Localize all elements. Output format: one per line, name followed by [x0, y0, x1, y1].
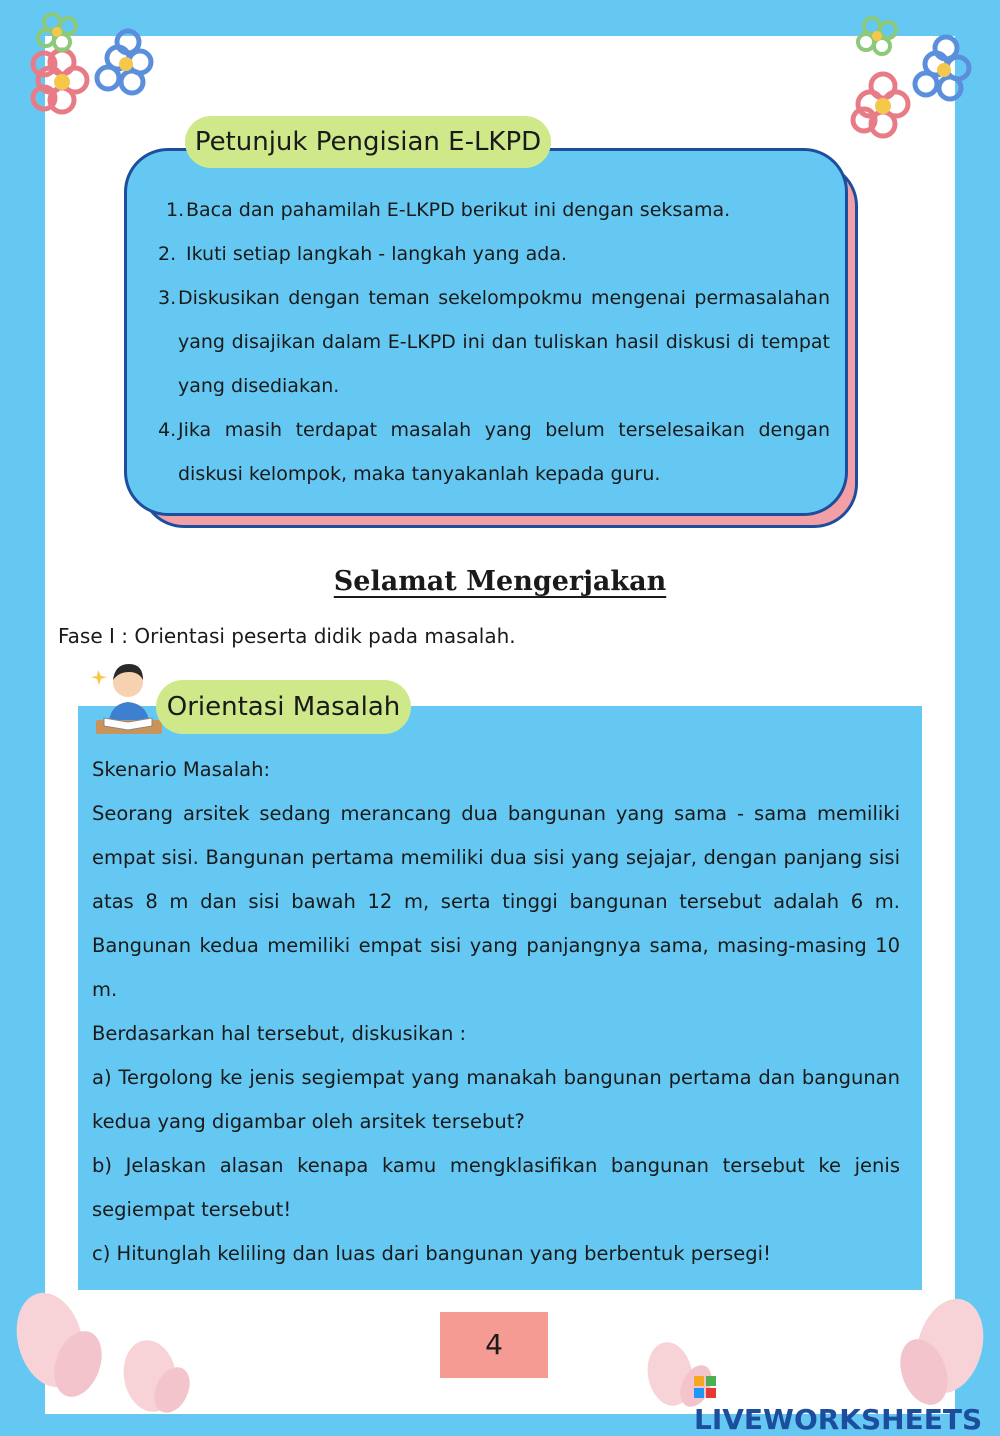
instructions-title: Petunjuk Pengisian E-LKPD: [185, 116, 551, 168]
page-heading: Selamat Mengerjakan: [333, 566, 667, 597]
instruction-item: [158, 276, 830, 408]
page-number: 4: [440, 1312, 548, 1378]
instruction-text: Diskusikan dengan teman sekelompokmu mengenai permasalahan yang disajikan dalam E-LKPD ini dan tuliskan hasil diskusi di tempat yang disediakan.: [178, 287, 830, 397]
discuss-label: Berdasarkan hal tersebut, diskusikan :: [92, 1022, 467, 1045]
flower-decoration-top-left: [10, 0, 170, 160]
instruction-item: [158, 232, 830, 276]
instruction-number: 4.: [158, 419, 177, 441]
scenario-text: Seorang arsitek sedang merancang dua bangunan yang sama - sama memiliki empat sisi. Bangunan pertama memiliki dua sisi yang sejajar, dengan panjang sisi atas 8 m dan sisi bawah 12 m, serta tinggi bangunan tersebut adalah 6 m. Bangunan kedua memiliki empat sisi yang panjangnya sama, masing-masing 10 m.: [92, 802, 900, 1001]
instruction-number: 2.: [158, 243, 177, 265]
butterfly-decoration-bottom-left: [0, 1290, 200, 1414]
flower-decoration-top-right: [840, 0, 1000, 160]
liveworksheets-logo-icon: [694, 1376, 716, 1398]
instruction-text: Jika masih terdapat masalah yang belum terselesaikan dengan diskusi kelompok, maka tanyakanlah kepada guru.: [178, 419, 830, 485]
instruction-item: [158, 188, 830, 232]
problem-body: [92, 748, 900, 1276]
instruction-item: [158, 408, 830, 496]
instruction-number: 1.: [166, 199, 185, 221]
instructions-list: [158, 188, 830, 496]
instruction-number: 3.: [158, 287, 177, 309]
question-c: c) Hitunglah keliling dan luas dari bangunan yang berbentuk persegi!: [92, 1242, 771, 1265]
scenario-label: Skenario Masalah:: [92, 758, 271, 781]
problem-title: Orientasi Masalah: [156, 680, 411, 734]
instruction-text: Ikuti setiap langkah - langkah yang ada.: [186, 243, 568, 265]
brand-text: LIVEWORKSHEETS: [694, 1403, 983, 1436]
instruction-text: Baca dan pahamilah E-LKPD berikut ini dengan seksama.: [186, 199, 731, 221]
liveworksheets-logo: [694, 1370, 1000, 1436]
phase-label: Fase I : Orientasi peserta didik pada masalah.: [58, 624, 516, 648]
question-a: a) Tergolong ke jenis segiempat yang manakah bangunan pertama dan bangunan kedua yang digambar oleh arsitek tersebut?: [92, 1066, 900, 1133]
question-b: b) Jelaskan alasan kenapa kamu mengklasifikan bangunan tersebut ke jenis segiempat tersebut!: [92, 1154, 900, 1221]
